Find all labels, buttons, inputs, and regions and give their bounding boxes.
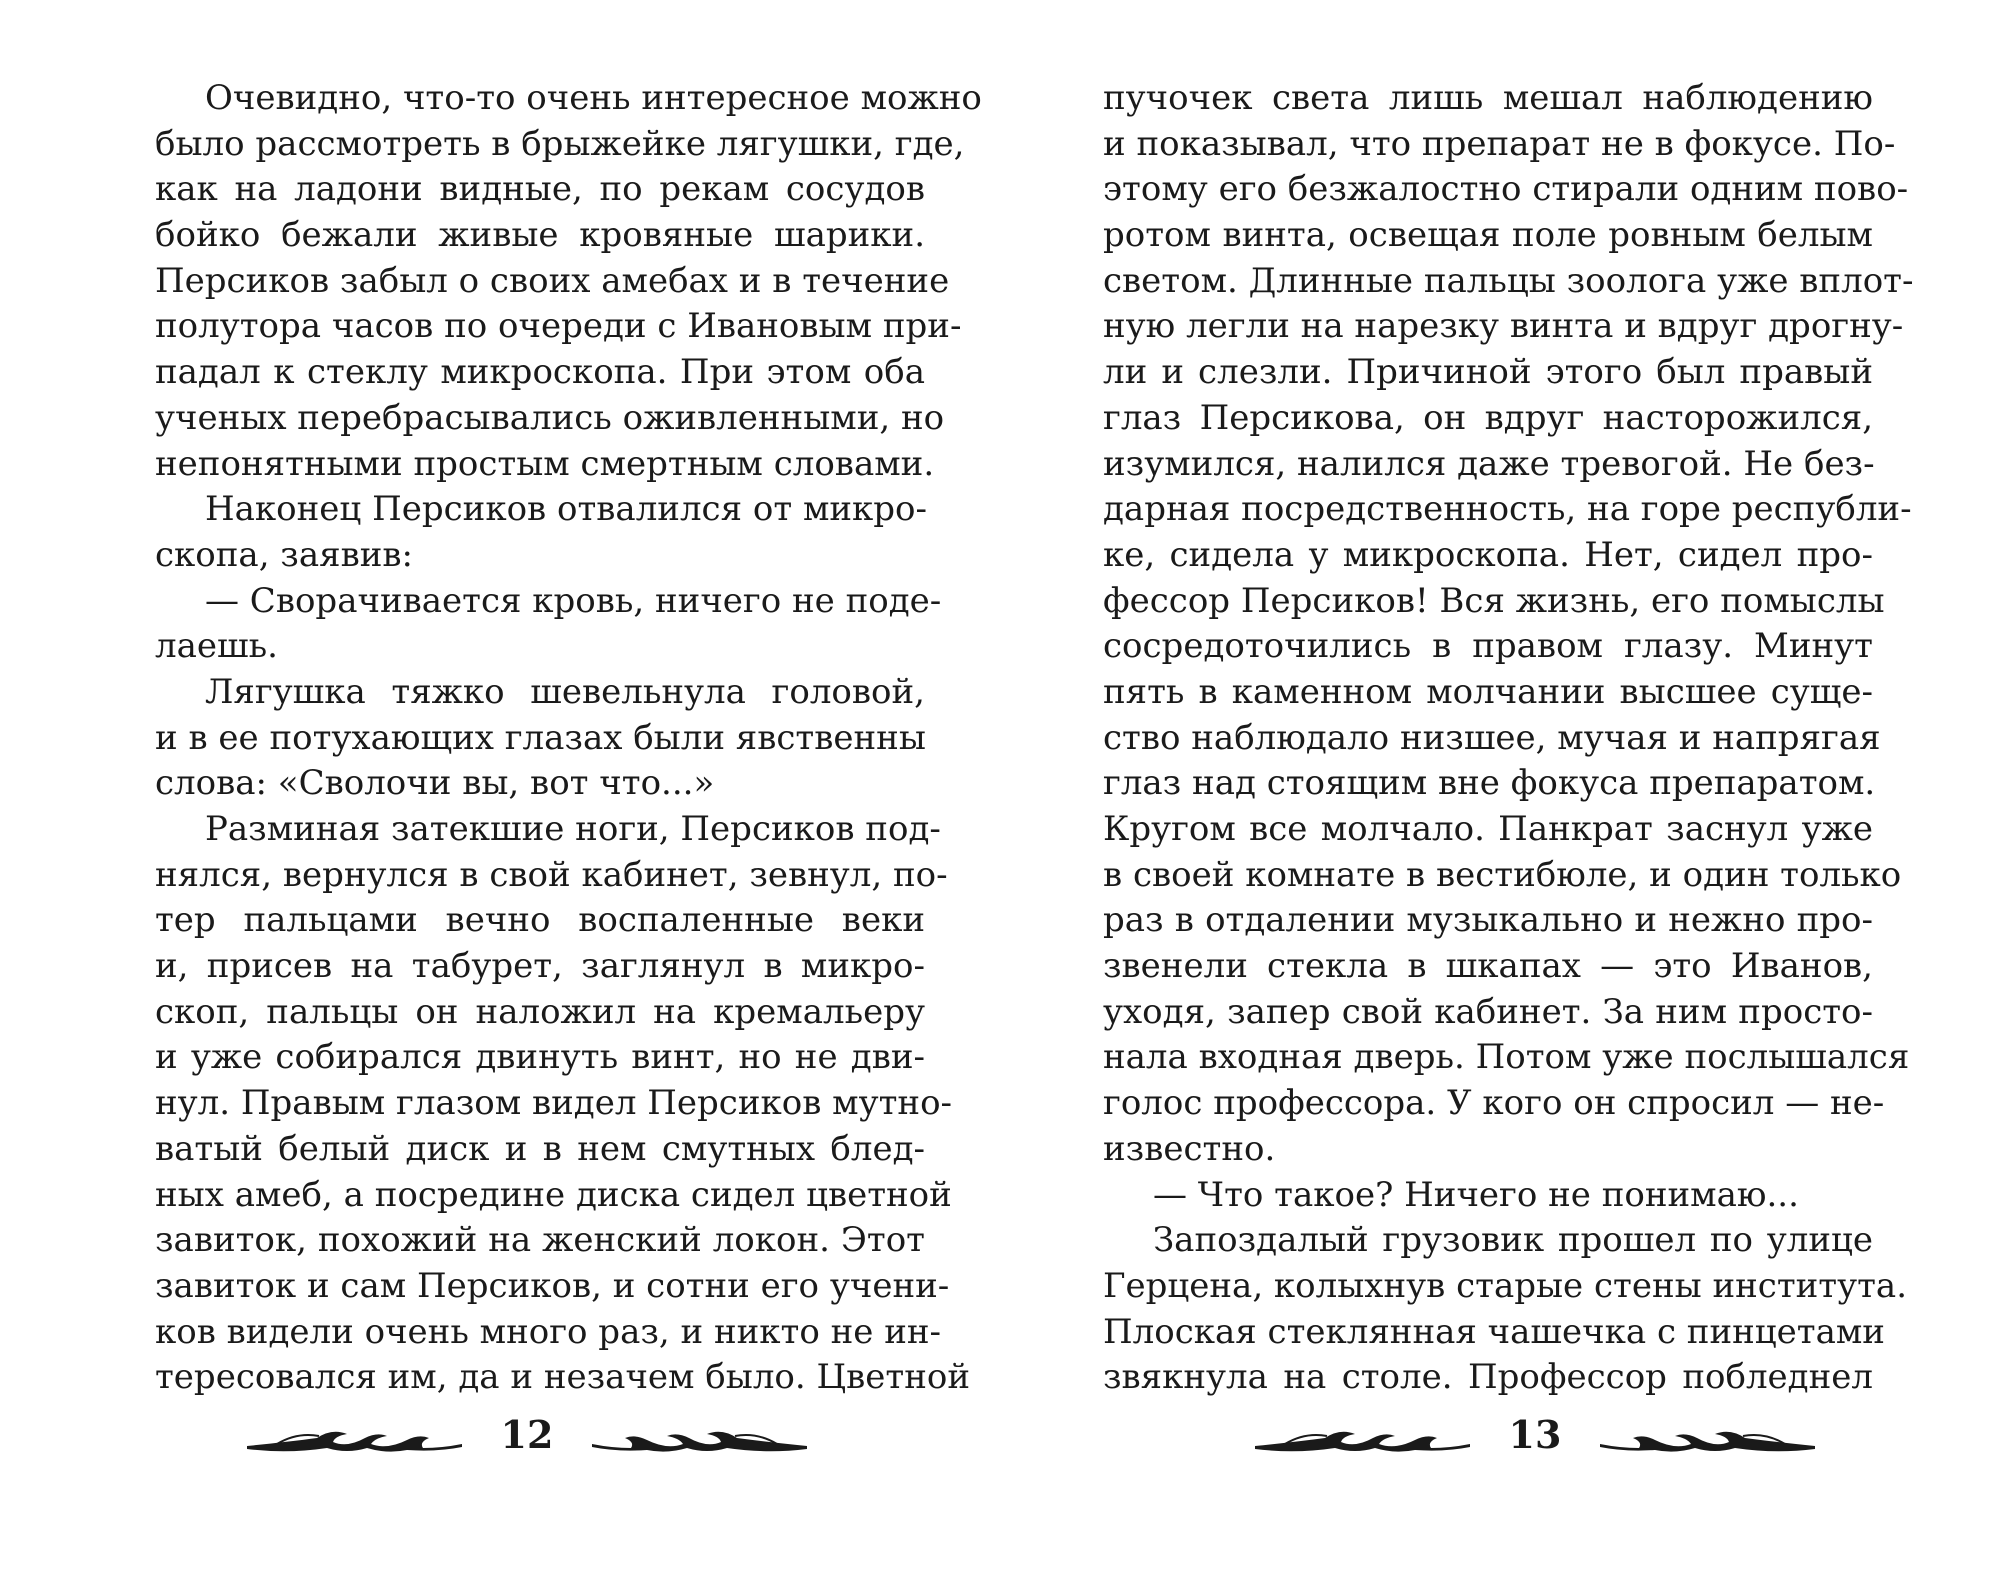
text-line: дарная посредственность, на горе республи-: [1103, 489, 1912, 530]
text-line: нала входная дверь. Потом уже послышался: [1103, 1037, 1910, 1078]
text-line: в своей комнате в вестибюле, и один только: [1103, 854, 1902, 895]
flourish-ornament-right: [592, 1424, 807, 1456]
text-line: голос профессора. У кого он спросил — не-: [1103, 1083, 1885, 1124]
text-line: скоп, пальцы он наложил на кремальеру: [155, 991, 925, 1032]
text-line: фессор Персиков! Вся жизнь, его помыслы: [1103, 580, 1885, 621]
text-line: Разминая затекшие ноги, Персиков под-: [205, 809, 941, 849]
text-line: известно.: [1103, 1128, 1276, 1169]
text-line: этому его безжалостно стирали одним пово-: [1103, 169, 1909, 210]
text-line: пять в каменном молчании высшее суще-: [1103, 671, 1873, 712]
text-line: тересовался им, да и незачем было. Цветной: [155, 1357, 971, 1398]
flourish-ornament-right: [1600, 1424, 1815, 1456]
text-line: нул. Правым глазом видел Персиков мутно-: [155, 1083, 953, 1124]
text-line: ке, сидела у микроскопа. Нет, сидел про-: [1103, 534, 1873, 575]
flourish-ornament-left: [1255, 1424, 1470, 1456]
right-page: [1103, 76, 1914, 1401]
text-line: скопа, заявив:: [155, 534, 413, 575]
text-line: непонятными простым смертным словами.: [155, 443, 935, 484]
text-line: Кругом все молчало. Панкрат заснул уже: [1103, 809, 1873, 849]
text-line: — Сворачивается кровь, ничего не поде-: [205, 580, 942, 621]
text-line: лаешь.: [155, 626, 278, 667]
left-page-footer: [247, 1406, 807, 1476]
text-line: ков видели очень много раз, и никто не ин-: [155, 1311, 942, 1352]
text-line: ли и слезли. Причиной этого был правый: [1103, 352, 1873, 393]
text-line: ватый белый диск и в нем смутных блед-: [155, 1128, 925, 1169]
text-line: нялся, вернулся в свой кабинет, зевнул, по-: [155, 854, 948, 895]
text-line: звякнула на столе. Профессор побледнел: [1103, 1357, 1873, 1398]
text-line: Плоская стеклянная чашечка с пинцетами: [1103, 1311, 1885, 1352]
text-line: как на ладони видные, по рекам сосудов: [155, 169, 925, 210]
text-line: тер пальцами вечно воспаленные веки: [155, 900, 925, 941]
text-line: Герцена, колыхнув старые стены института.: [1103, 1265, 1908, 1306]
text-line: Лягушка тяжко шевельнула головой,: [205, 671, 925, 712]
text-line: Персиков забыл о своих амебах и в течение: [155, 260, 950, 301]
text-line: завиток, похожий на женский локон. Этот: [155, 1220, 925, 1261]
flourish-ornament-left: [247, 1424, 462, 1456]
text-line: уходя, запер свой кабинет. За ним просто-: [1103, 991, 1873, 1032]
text-line: Запоздалый грузовик прошел по улице: [1153, 1220, 1873, 1261]
text-line: раз в отдалении музыкально и нежно про-: [1103, 900, 1873, 941]
text-line: и в ее потухающих глазах были явственны: [155, 717, 926, 758]
text-line: ученых перебрасывались оживленными, но: [155, 397, 945, 438]
text-line: и показывал, что препарат не в фокусе. По-: [1103, 123, 1896, 164]
text-line: сосредоточились в правом глазу. Минут: [1103, 626, 1873, 667]
text-line: — Что такое? Ничего не понимаю...: [1153, 1174, 1799, 1215]
text-line: Наконец Персиков отвалился от микро-: [205, 489, 928, 530]
text-line: ротом винта, освещая поле ровным белым: [1103, 215, 1873, 256]
text-line: ство наблюдало низшее, мучая и напрягая: [1103, 717, 1881, 758]
text-line: глаз над стоящим вне фокуса препаратом.: [1103, 763, 1876, 804]
text-line: ную легли на нарезку винта и вдруг дрогну-: [1103, 306, 1904, 347]
text-line: ных амеб, а посредине диска сидел цветной: [155, 1174, 952, 1215]
text-line: было рассмотреть в брыжейке лягушки, где,: [155, 123, 965, 164]
text-line: светом. Длинные пальцы зоолога уже вплот-: [1103, 260, 1914, 301]
text-line: и, присев на табурет, заглянул в микро-: [155, 946, 925, 987]
text-line: полутора часов по очереди с Ивановым при-: [155, 306, 962, 347]
text-line: и уже собирался двинуть винт, но не дви-: [155, 1037, 925, 1078]
page-number: 12: [500, 1412, 554, 1457]
text-line: глаз Персикова, он вдруг насторожился,: [1103, 397, 1873, 438]
page-number: 13: [1508, 1412, 1562, 1457]
text-line: изумился, налился даже тревогой. Не без-: [1103, 443, 1875, 484]
text-line: падал к стеклу микроскопа. При этом оба: [155, 352, 925, 393]
text-line: слова: «Сволочи вы, вот что...»: [155, 763, 715, 804]
text-line: Очевидно, что-то очень интересное можно: [205, 78, 982, 118]
text-line: бойко бежали живые кровяные шарики.: [155, 215, 925, 256]
text-line: завиток и сам Персиков, и сотни его учени-: [155, 1265, 950, 1306]
text-line: звенели стекла в шкапах — это Иванов,: [1103, 946, 1873, 987]
left-page: [155, 76, 982, 1401]
right-page-footer: [1255, 1406, 1815, 1476]
text-line: пучочек света лишь мешал наблюдению: [1103, 78, 1873, 118]
